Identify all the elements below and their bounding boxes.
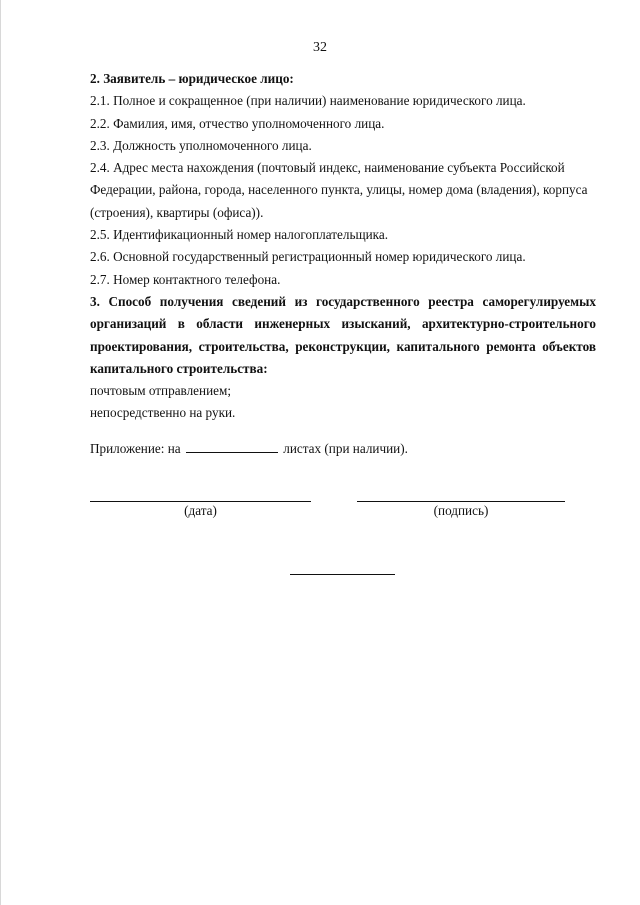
delivery-option-in-person: непосредственно на руки. — [90, 405, 236, 421]
section2-item-2-4-line2: Федерации, района, города, населенного пункта, улицы, номер дома (владения), корпуса — [90, 182, 588, 198]
delivery-option-mail: почтовым отправлением; — [90, 383, 232, 399]
document-body — [90, 68, 596, 425]
signature-line — [357, 501, 565, 502]
section3-heading-line3: проектирования, строительства, реконструкции, капитального ремонта объектов — [90, 338, 596, 354]
end-rule — [290, 574, 395, 575]
section3-heading — [90, 291, 596, 380]
appendix-line — [90, 441, 408, 457]
date-label: (дата) — [184, 503, 217, 518]
section2-item-2-4-line3: (строения), квартиры (офиса)). — [90, 204, 264, 220]
section2-item-2-6: 2.6. Основной государственный регистрационный номер юридического лица. — [90, 249, 526, 265]
section3-heading-line2: организаций в области инженерных изысканий, архитектурно-строительного — [90, 316, 596, 332]
date-line — [90, 501, 311, 502]
page-edge — [0, 0, 1, 905]
section2-item-2-2: 2.2. Фамилия, имя, отчество уполномоченного лица. — [90, 115, 385, 131]
section3-heading-line4: капитального строительства: — [90, 360, 268, 376]
appendix-prefix: Приложение: на — [90, 441, 181, 456]
section2-heading: 2. Заявитель – юридическое лицо: — [90, 71, 294, 86]
section3-heading-line1: 3. Способ получения сведений из государственного реестра саморегулируемых — [90, 293, 596, 309]
appendix-suffix: листах (при наличии). — [283, 441, 408, 456]
section2-item-2-1: 2.1. Полное и сокращенное (при наличии) наименование юридического лица. — [90, 93, 526, 109]
section2-item-2-4-line1: 2.4. Адрес места нахождения (почтовый индекс, наименование субъекта Российской — [90, 160, 565, 176]
page-number: 32 — [313, 40, 327, 55]
appendix-sheets-blank — [186, 442, 278, 453]
section2-item-2-7: 2.7. Номер контактного телефона. — [90, 271, 281, 287]
section2-item-2-5: 2.5. Идентификационный номер налогоплательщика. — [90, 227, 389, 243]
signature-label: (подпись) — [433, 503, 489, 518]
section2-item-2-3: 2.3. Должность уполномоченного лица. — [90, 137, 312, 153]
